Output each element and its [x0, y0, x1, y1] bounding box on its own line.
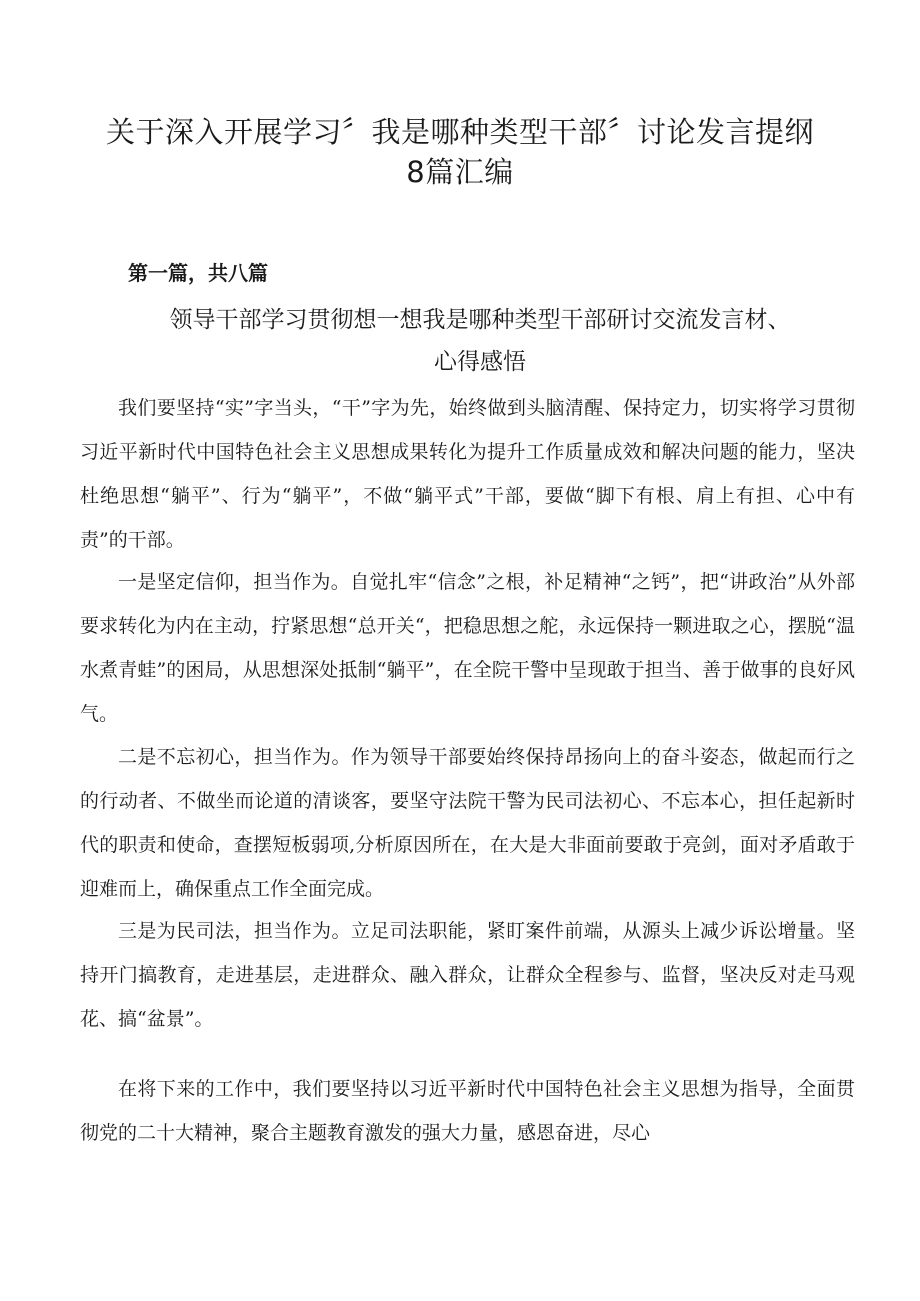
- section-label: 第一篇，共八篇: [128, 261, 268, 285]
- body-paragraph: 我们要坚持“实”字当头，“干”字为先，始终做到头脑清醒、保持定力，切实将学习贯彻习近平新时代中国特色社会主义思想成果转化为提升工作质量成效和解决问题的能力，坚决杜绝思想“躺平”、行为“躺平”，不做“躺平式”干部，要做“脚下有根、肩上有担、心中有责”的干部。: [80, 397, 855, 551]
- document-title-line1: 关于深入开展学习〞我是哪种类型干部〞讨论发言提纲: [105, 115, 814, 149]
- section-title-line2: 心得感悟: [434, 349, 526, 375]
- document-title: [60, 112, 860, 192]
- section-title-line1: 领导干部学习贯彻想一想我是哪种类型干部研讨交流发言材、: [169, 307, 791, 333]
- body-paragraph: 三是为民司法，担当作为。立足司法职能，紧盯案件前端，从源头上减少诉讼增量。坚持开门搞教育，走进基层，走进群众、融入群众，让群众全程参与、监督，坚决反对走马观花、搞“盆景”。: [80, 920, 855, 1030]
- document-title-line2: 8篇汇编: [406, 155, 514, 189]
- body-paragraph: 二是不忘初心，担当作为。作为领导干部要始终保持昂扬向上的奋斗姿态，做起而行之的行动者、不做坐而论道的清谈客，要坚守法院干警为民司法初心、不忘本心，担任起新时代的职责和使命，查摆短板弱项,分析原因所在，在大是大非面前要敢于亮剑，面对矛盾敢于迎难而上，确保重点工作全面完成。: [80, 746, 855, 900]
- body-paragraph: 一是坚定信仰，担当作为。自觉扎牢“信念”之根，补足精神“之钙”，把“讲政治”从外部要求转化为内在主动，拧紧思想“总开关“，把稳思想之舵，永远保持一颗进取之心，摆脱“温水煮青蛙”的困局，从思想深处抵制“躺平”，在全院干警中呈现敢于担当、善于做事的良好风气。: [80, 571, 855, 725]
- body-paragraph: 在将下来的工作中，我们要坚持以习近平新时代中国特色社会主义思想为指导，全面贯彻党的二十大精神，聚合主题教育激发的强大力量，感恩奋进，尽心: [80, 1078, 855, 1144]
- section-title: [100, 299, 860, 383]
